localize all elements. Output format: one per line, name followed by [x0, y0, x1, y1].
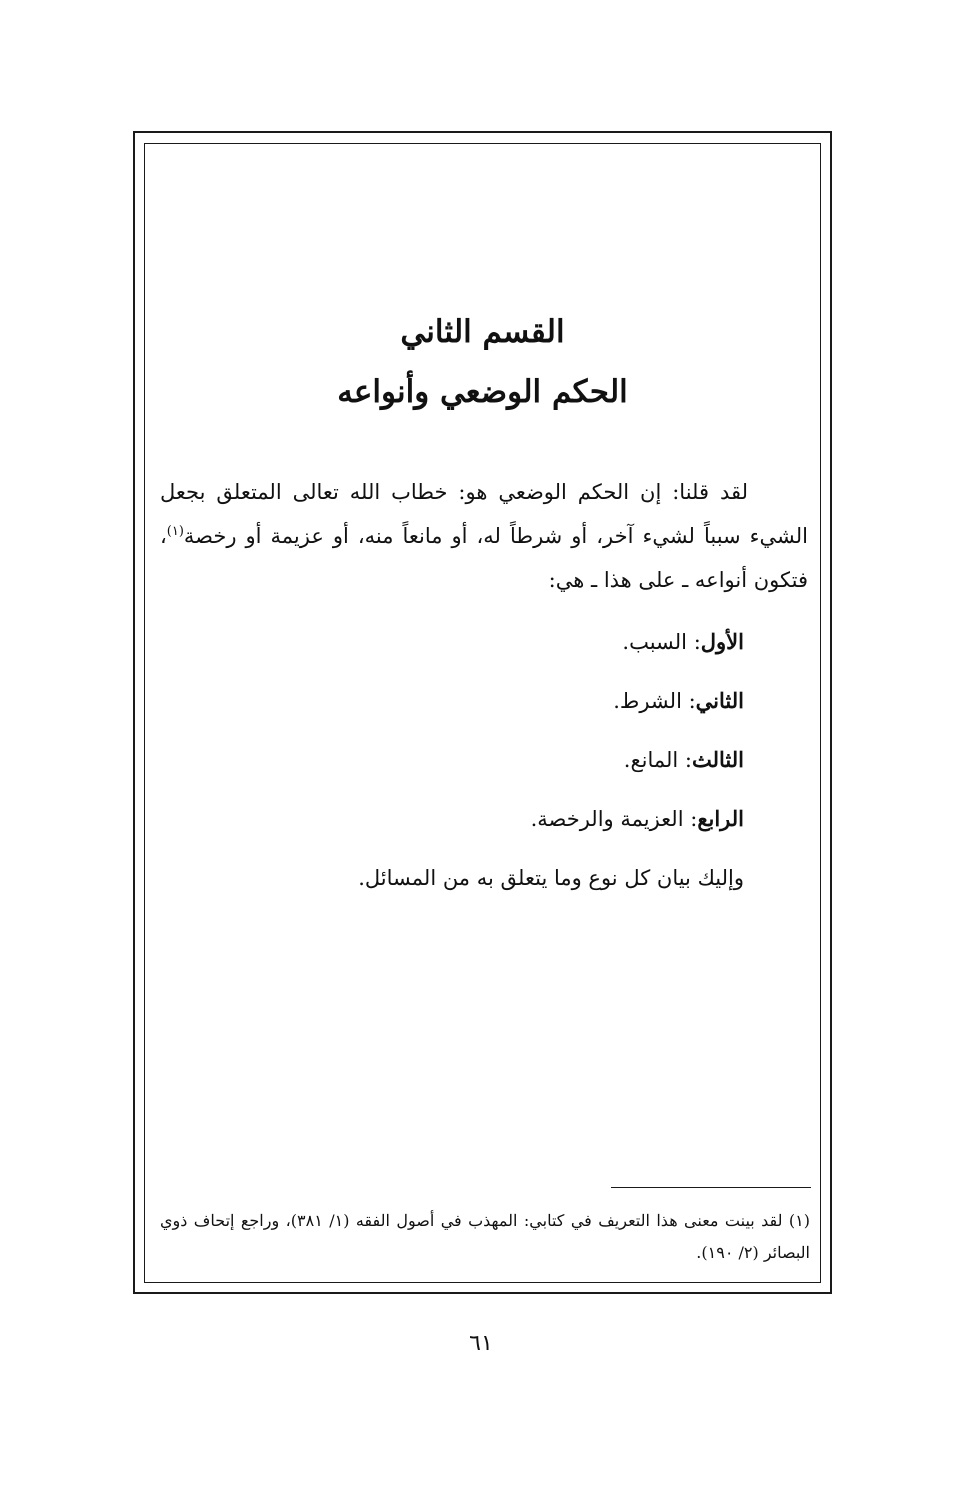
type-value: العزيمة والرخصة.	[530, 807, 684, 831]
type-value: السبب.	[622, 630, 688, 654]
type-term: الثاني	[695, 688, 744, 713]
closing-sentence: وإليك بيان كل نوع وما يتعلق به من المسائل.	[358, 866, 744, 890]
section-title: القسم الثاني	[400, 314, 565, 350]
type-separator: :	[693, 630, 701, 654]
section-subtitle: الحكم الوضعي وأنواعه	[337, 374, 628, 410]
list-item	[160, 622, 744, 662]
type-term: الرابع	[697, 806, 744, 831]
type-separator: :	[688, 689, 696, 713]
page-number: ٦١	[469, 1331, 493, 1356]
type-term: الأول	[700, 629, 744, 654]
type-separator: :	[690, 807, 698, 831]
footnote-separator	[611, 1187, 811, 1188]
list-item	[160, 799, 744, 839]
type-separator: :	[684, 748, 692, 772]
type-term: الثالث	[692, 747, 744, 772]
intro-text: لقد قلنا: إن الحكم الوضعي هو: خطاب الله تعالى المتعلق بجعل الشيء سبباً لشيء آخر، أو شرطاً له، أو مانعاً منه، أو عزيمة أو رخصة	[160, 480, 808, 548]
intro-text-after: ، فتكون أنواعه ـ على هذا ـ هي:	[160, 524, 808, 592]
list-item	[160, 681, 744, 721]
list-item	[160, 740, 744, 780]
footnote-reference[interactable]: (١)	[166, 524, 184, 539]
intro-paragraph	[160, 470, 808, 602]
type-value: المانع.	[623, 748, 679, 772]
type-value: الشرط.	[613, 689, 682, 713]
footnote-text: (١) لقد بينت معنى هذا التعريف في كتابي: المهذب في أصول الفقه (١/ ٣٨١)، وراجع إتحاف ذوي البصائر (٢/ ١٩٠).	[160, 1211, 811, 1262]
